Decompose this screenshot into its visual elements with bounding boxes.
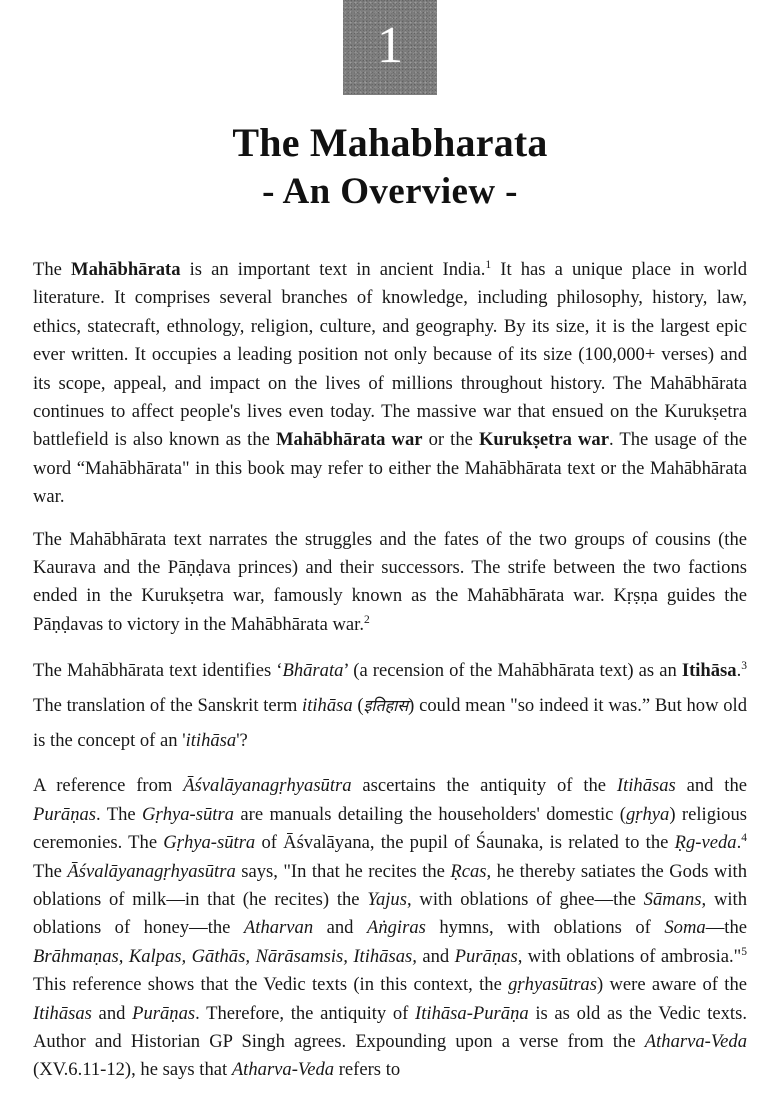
footnote-marker-1: 1 <box>485 258 492 271</box>
chapter-title-block <box>0 120 780 214</box>
p4-italic-asvalayanagrhyasutra: Āśvalāyanagṛhyasūtra <box>183 775 352 797</box>
p4-text-m: , with oblations of honey—the <box>33 888 748 939</box>
p3-text-g: '? <box>236 730 248 752</box>
p4-italic-atharva-veda-2: Atharva-Veda <box>231 1059 335 1081</box>
p4-text-s: This reference shows that the Vedic texts (in this context, the <box>33 974 509 996</box>
p4-italic-asvalayanagrhyasutra-2: Āśvalāyanagṛhyasūtra <box>67 860 236 882</box>
p3-text-b: ’ (a recension of the Mahābhārata text) as an <box>343 660 682 682</box>
p1-text-a: The <box>33 259 72 280</box>
p1-text-d: or the <box>422 429 479 451</box>
p1-bold-mahabharata: Mahābhārata <box>71 259 181 280</box>
p4-text-o: hymns, with oblations of <box>425 917 665 939</box>
p4-text-f: ) religious ceremonies. The <box>33 803 747 854</box>
paragraph-4 <box>33 772 747 1084</box>
p3-text-a: The Mahābhārata text identifies ‘ <box>33 660 283 682</box>
p4-text-t: ) were aware of the <box>596 974 747 996</box>
chapter-number-text: 1 <box>377 16 403 74</box>
p4-italic-brahmanas-list: Brāhmaṇas, Kalpas, Gāthās, Nārāsamsis, Itihāsas, <box>33 945 417 967</box>
p4-text-n: and <box>313 917 367 939</box>
p4-italic-itihasa-purana: Itihāsa-Purāṇa <box>415 1002 529 1024</box>
p4-text-e: are manuals detailing the householders' domestic ( <box>233 803 626 825</box>
footnote-marker-4: 4 <box>741 831 747 844</box>
p3-text-f: ) could mean "so indeed it was.” But how old is the concept of an ' <box>33 695 747 752</box>
page-subtitle: - An Overview - <box>262 171 518 212</box>
p4-italic-grhyasutras: gṛhyasūtras <box>508 974 597 996</box>
p4-text-x: (XV.6.11-12), he says that <box>33 1059 232 1081</box>
p4-italic-samans: Sāmans <box>643 888 702 910</box>
footnote-marker-2: 2 <box>363 613 370 626</box>
p4-text-a: A reference from <box>33 775 184 797</box>
p4-text-p: —the <box>705 917 747 939</box>
paragraph-1 <box>33 256 747 512</box>
p3-text-c: . <box>736 660 742 682</box>
p4-text-r: , with oblations of ambrosia." <box>517 945 742 967</box>
p3-bold-itihasa: Itihāsa <box>681 660 737 682</box>
p4-italic-itihasas: Itihāsas <box>616 775 676 797</box>
p4-text-w: is as old as the Vedic texts. Author and Historian GP Singh agrees. Expounding upon a verse from the <box>33 1002 747 1052</box>
p4-text-i: The <box>33 860 68 882</box>
footnote-marker-5: 5 <box>741 945 747 958</box>
p4-italic-puranas: Purāṇas <box>33 803 97 825</box>
footnote-marker-3: 3 <box>741 660 748 673</box>
p1-bold-kuruksetra-war: Kurukṣetra war <box>478 429 609 451</box>
p4-italic-atharva-veda: Atharva-Veda <box>644 1030 747 1052</box>
p4-text-q: and <box>416 945 455 967</box>
p1-text-b: is an important text in ancient India. <box>180 259 486 280</box>
p4-italic-rcas: Ṛcas <box>450 860 487 882</box>
p1-text-c: It has a unique place in world literature. It comprises several branches of knowledge, including philosophy, history, law, ethics, statecraft, ethnology, religion, culture, and geography. By its size, it is the largest epic ever written. It occupies a leading position not only because of its size (100,000+ verses) and its scope, appeal, and impact on the lives of millions throughout history. The Mahābhārata continues to affect people's lives even today. The massive war that ensued on the Kurukṣetra battlefield is also known as the <box>33 259 748 451</box>
p4-italic-puranas-2: Purāṇas <box>454 945 518 967</box>
body-text-column <box>33 256 747 1085</box>
p4-text-h: . <box>736 832 742 854</box>
p4-text-d: . The <box>96 803 143 825</box>
p4-italic-puranas-3: Purāṇas <box>132 1002 196 1024</box>
p4-text-j: says, "In that he recites the <box>235 860 451 882</box>
p4-italic-soma: Soma <box>664 917 706 939</box>
p3-italic-itihasa: itihāsa <box>302 695 353 717</box>
p4-italic-yajus: Yajus <box>367 888 407 910</box>
p4-text-g: of Āśvalāyana, the pupil of Śaunaka, is related to the <box>255 832 675 854</box>
p4-italic-itihasas-2: Itihāsas <box>33 1002 92 1024</box>
paragraph-2 <box>33 526 747 640</box>
devanagari-itihasa: इतिहास <box>363 696 409 716</box>
p4-italic-grhya: gṛhya <box>625 803 670 825</box>
p4-italic-rg-veda: Ṛg-veda <box>674 832 737 854</box>
p3-text-d: The translation of the Sanskrit term <box>33 695 303 717</box>
p4-text-k: , he thereby satiates the Gods with oblations of milk—in that (he recites) the <box>33 860 747 910</box>
p1-bold-mahabharata-war: Mahābhārata war <box>275 429 423 451</box>
p4-text-c: and the <box>675 775 748 797</box>
p4-italic-grhya-sutra-2: Gṛhya-sūtra <box>163 832 256 854</box>
p2-text-a: The Mahābhārata text narrates the struggles and the fates of the two groups of cousins (the Kaurava and the Pāṇḍava princes) and their successors. The strife between the two factions ended in the Kurukṣetra war, famously known as the Mahābhārata war. Kṛṣṇa guides the Pāṇḍavas to victory in the Mahābhārata war. <box>33 528 747 635</box>
p4-text-y: refers to <box>334 1059 401 1081</box>
p4-text-v: . Therefore, the antiquity of <box>195 1002 416 1024</box>
p4-text-u: and <box>91 1002 133 1024</box>
p4-italic-angiras: Aṅgiras <box>366 917 426 939</box>
p4-italic-atharvan: Atharvan <box>243 917 314 939</box>
p4-text-l: , with oblations of ghee—the <box>406 888 644 910</box>
p4-italic-grhya-sutra: Gṛhya-sūtra <box>142 803 234 825</box>
p4-text-b: ascertains the antiquity of the <box>351 775 617 797</box>
chapter-number-badge <box>343 0 437 95</box>
p3-italic-itihasa-2: itihāsa <box>185 730 237 752</box>
p3-italic-bharata: Bhārata <box>282 660 344 682</box>
paragraph-3 <box>33 653 747 758</box>
p3-text-e: ( <box>352 695 364 717</box>
page-title: The Mahabharata <box>232 120 548 165</box>
p1-text-e: . The usage of the word “Mahābhārata" in this book may refer to either the Mahābhārata text or the Mahābhārata war. <box>33 429 748 508</box>
